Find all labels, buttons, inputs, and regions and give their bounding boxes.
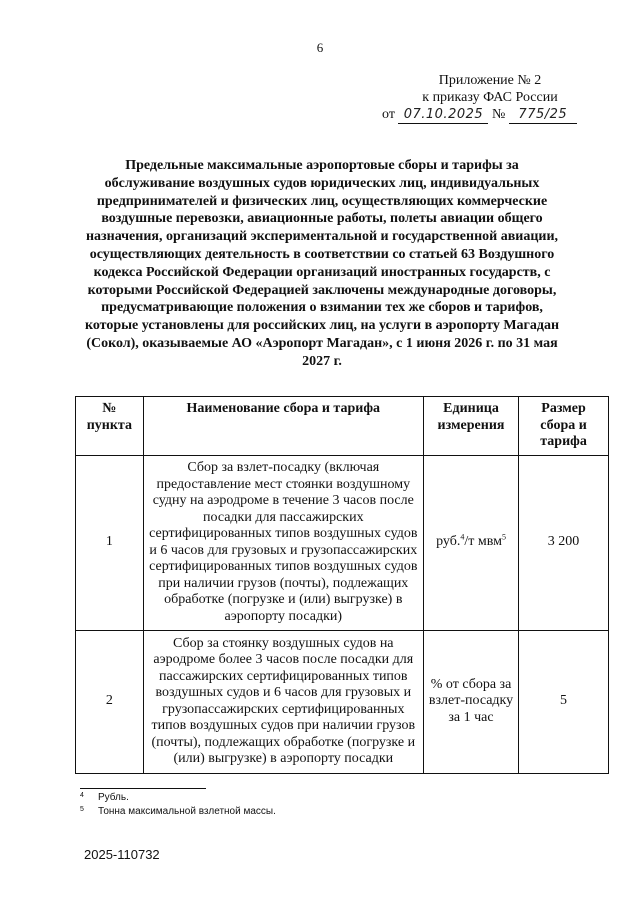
footnote-ref-5: 5 [501,532,506,542]
footnote-divider [80,788,206,789]
document-title: Предельные максимальные аэропортовые сборы и тарифы за обслуживание воздушных судов юридических лиц, индивидуальных предпринимателей и физических лиц, осуществляющих коммерческие воздушные перевозки, авиационные работы, полеты авиации общего назначения, организаций экспериментальной и государственной авиации, осуществляющих деятельность в соответствии со статьей 63 Воздушного кодекса Российской Федерации организаций иностранных государств, с которыми Российской Федерацией заключены международные договоры, предусматривающие положения о взимании тех же сборов и тарифов, которые установлены для российских лиц, на услуги в аэропорту Магадан (Сокол), оказываемые АО «Аэропорт Магадан», с 1 июня 2026 г. по 31 мая 2027 г. [84,158,560,369]
footnote-item [80,805,600,819]
footnote-mark: 4 [80,792,84,799]
number-label: № [491,107,506,122]
footnotes [80,788,600,819]
appendix-date-number-line [380,106,600,124]
footnote-text: Рубль. [98,792,129,803]
footnote-ref-4: 4 [460,532,465,542]
table-header-row [76,397,609,456]
cell-item-number: 1 [76,455,144,630]
appendix-order-ref: к приказу ФАС России [422,90,558,105]
footnote-text: Тонна максимальной взлетной массы. [98,806,276,817]
document-code: 2025-110732 [84,847,160,862]
unit-mid: /т мвм [464,534,502,550]
cell-fee-name: Сбор за стоянку воздушных судов на аэродроме более 3 часов после посадки для пассажирских сертифицированных типов воздушных судов и 6 часов для грузовых и грузопассажирских сертифицированных типов воздушных судов при наличии грузов (почты), подлежащих обработке (погрузке и (или) выгрузке) в аэропорту посадки [143,630,423,773]
from-label: от [382,107,395,122]
footnote-item [80,791,600,805]
table-row [76,455,609,630]
handwritten-date: 07.10.2025 [398,106,488,124]
footnote-mark: 5 [80,806,84,813]
table-row [76,630,609,773]
cell-unit [423,455,518,630]
tariffs-table [75,396,609,774]
handwritten-number: 775/25 [509,106,577,124]
cell-amount: 5 [519,630,609,773]
cell-unit: % от сбора за взлет-посадку за 1 час [423,630,518,773]
cell-item-number: 2 [76,630,144,773]
appendix-header [380,72,600,124]
header-amount: Размер сбора и тарифа [519,397,609,456]
header-item-number: № пункта [76,397,144,456]
cell-fee-name: Сбор за взлет-посадку (включая предоставление мест стоянки воздушному судну на аэродроме в течение 3 часов после посадки для пассажирских сертифицированных типов воздушных судов и 6 часов для грузовых и грузопассажирских сертифицированных типов воздушных судов при наличии грузов (почты), подлежащих обработке (погрузке и (или) выгрузке) в аэропорту посадки) [143,455,423,630]
cell-amount: 3 200 [519,455,609,630]
page-number: 6 [316,40,324,55]
unit-prefix: руб. [436,534,461,550]
header-fee-name: Наименование сбора и тарифа [143,397,423,456]
appendix-title: Приложение № 2 [438,73,542,88]
header-unit: Единица измерения [423,397,518,456]
